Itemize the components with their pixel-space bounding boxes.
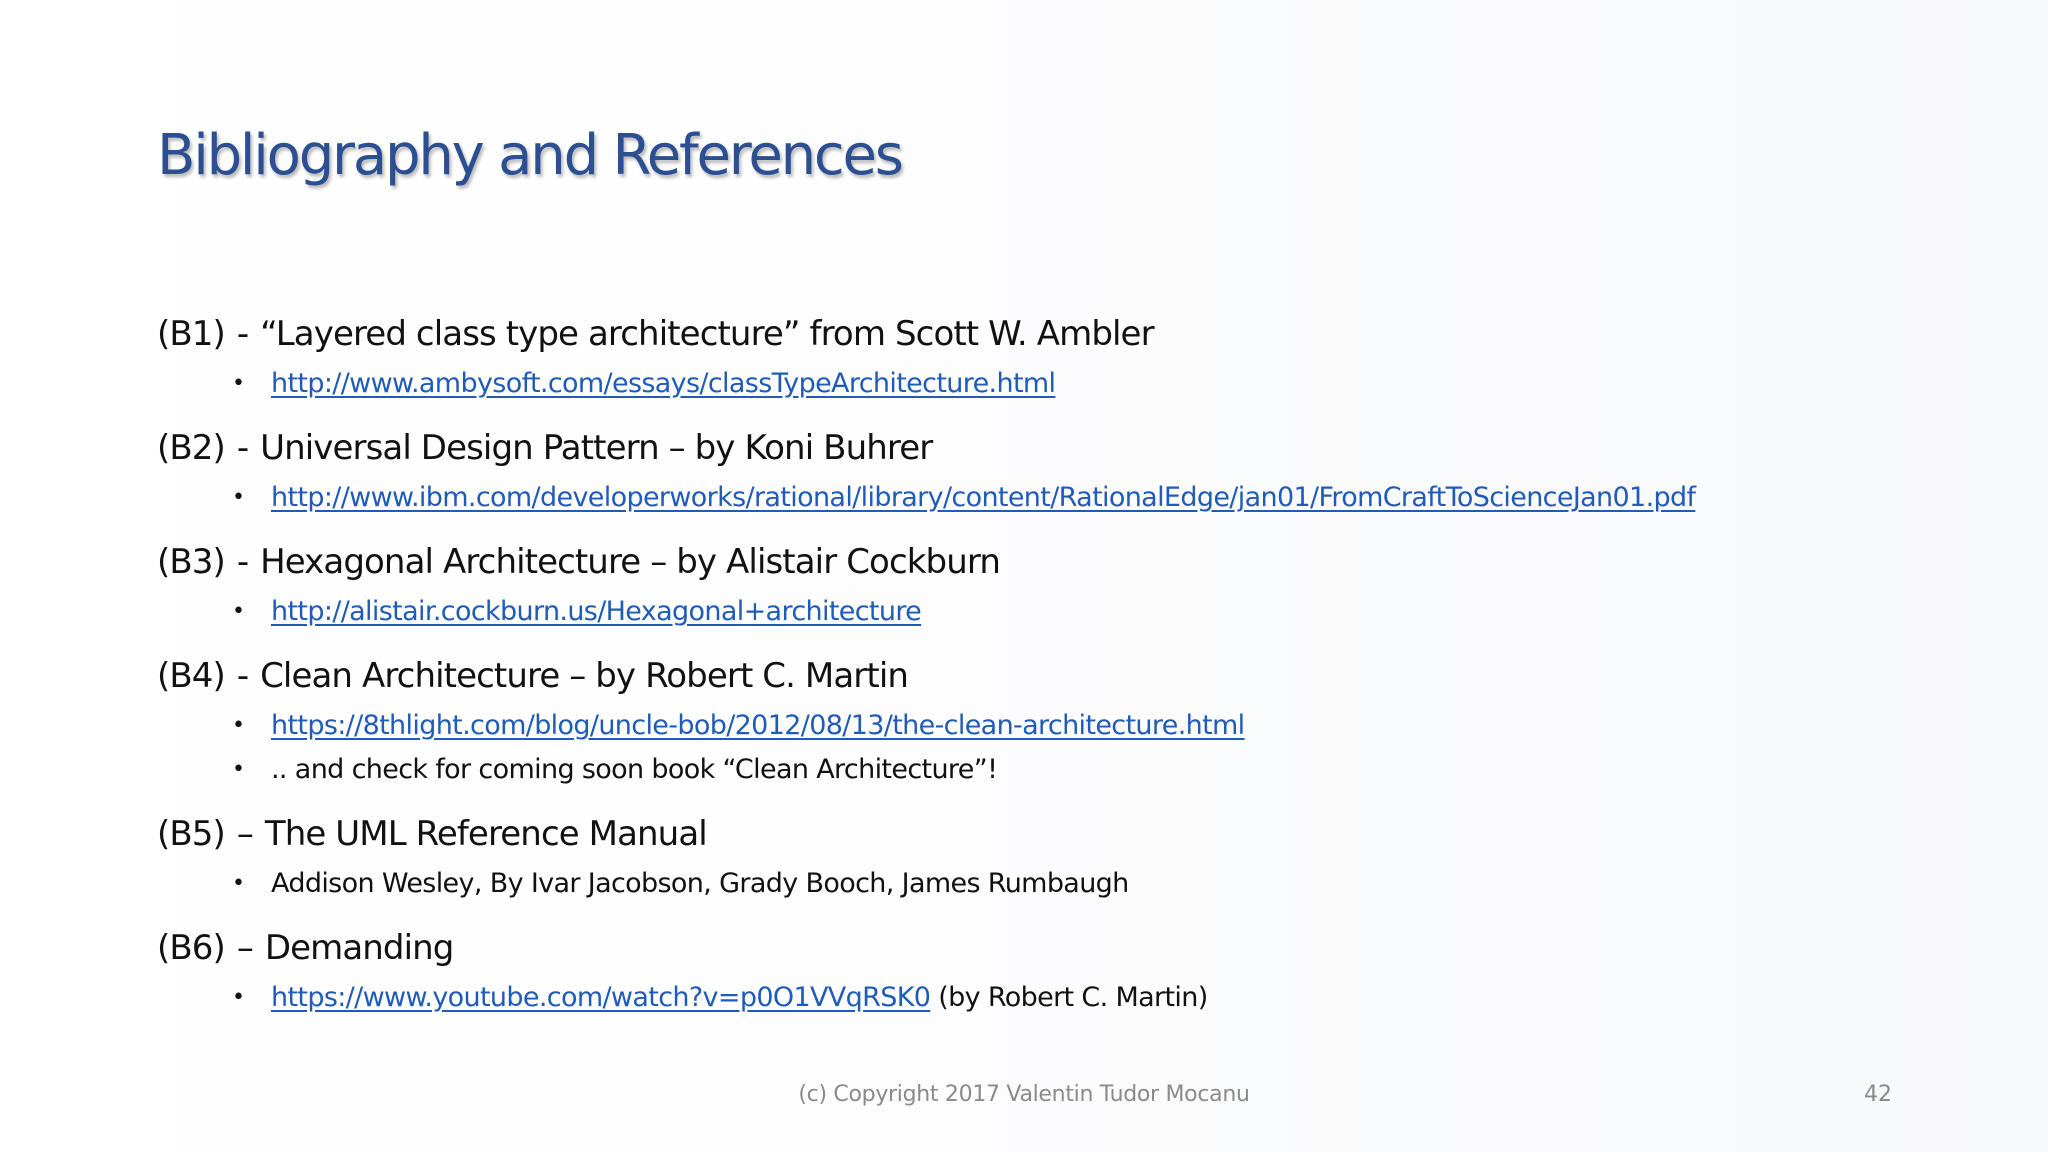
footer-copyright: (c) Copyright 2017 Valentin Tudor Mocanu xyxy=(798,1082,1250,1107)
reference-code: (B3) xyxy=(157,542,225,582)
reference-items xyxy=(157,862,1957,906)
reference-title: “Layered class type architecture” from Scott W. Ambler xyxy=(260,314,1154,354)
reference-separator: - xyxy=(236,656,259,696)
reference-heading xyxy=(157,534,1957,590)
list-item xyxy=(157,362,1957,406)
reference-separator: - xyxy=(236,314,259,354)
page-number: 42 xyxy=(1864,1082,1892,1107)
reference-separator: - xyxy=(236,542,259,582)
reference-items xyxy=(157,590,1957,634)
bullet-icon: • xyxy=(232,713,245,738)
reference-separator: – xyxy=(236,928,263,968)
bullet-icon: • xyxy=(232,871,245,896)
reference-items xyxy=(157,362,1957,406)
reference-heading xyxy=(157,420,1957,476)
reference-heading xyxy=(157,306,1957,362)
reference-note: .. and check for coming soon book “Clean Architecture”! xyxy=(271,754,998,785)
reference-code: (B4) xyxy=(157,656,225,696)
reference-heading xyxy=(157,920,1957,976)
reference-link[interactable]: https://www.youtube.com/watch?v=p0O1VVqRSK0 xyxy=(271,982,931,1013)
list-item xyxy=(157,704,1957,748)
slide-title: Bibliography and References xyxy=(157,123,902,188)
reference-code: (B2) xyxy=(157,428,225,468)
reference-items xyxy=(157,476,1957,520)
list-item xyxy=(157,748,1957,792)
reference-b3 xyxy=(157,534,1957,634)
bullet-icon: • xyxy=(232,757,245,782)
bullet-icon: • xyxy=(232,985,245,1010)
reference-heading xyxy=(157,648,1957,704)
reference-title: Hexagonal Architecture – by Alistair Cockburn xyxy=(260,542,1000,582)
reference-heading xyxy=(157,806,1957,862)
reference-link[interactable]: http://alistair.cockburn.us/Hexagonal+architecture xyxy=(271,596,922,627)
bullet-icon: • xyxy=(232,371,245,396)
reference-list xyxy=(157,306,1957,1034)
bullet-icon: • xyxy=(232,485,245,510)
bullet-icon: • xyxy=(232,599,245,624)
list-item xyxy=(157,976,1957,1020)
list-item xyxy=(157,590,1957,634)
reference-items xyxy=(157,976,1957,1020)
reference-note: Addison Wesley, By Ivar Jacobson, Grady Booch, James Rumbaugh xyxy=(271,868,1129,899)
reference-items xyxy=(157,704,1957,792)
reference-code: (B5) xyxy=(157,814,225,854)
reference-b4 xyxy=(157,648,1957,792)
reference-b1 xyxy=(157,306,1957,406)
list-item xyxy=(157,862,1957,906)
reference-b2 xyxy=(157,420,1957,520)
list-item xyxy=(157,476,1957,520)
reference-separator: – xyxy=(236,814,263,854)
reference-link[interactable]: https://8thlight.com/blog/uncle-bob/2012/08/13/the-clean-architecture.html xyxy=(271,710,1245,741)
reference-code: (B6) xyxy=(157,928,225,968)
reference-code: (B1) xyxy=(157,314,225,354)
reference-link[interactable]: http://www.ibm.com/developerworks/rational/library/content/RationalEdge/jan01/FromCraftToScienceJan01.pdf xyxy=(271,482,1696,513)
reference-link[interactable]: http://www.ambysoft.com/essays/classTypeArchitecture.html xyxy=(271,368,1056,399)
reference-title: Clean Architecture – by Robert C. Martin xyxy=(260,656,909,696)
reference-b6 xyxy=(157,920,1957,1020)
reference-separator: - xyxy=(236,428,259,468)
reference-title: The UML Reference Manual xyxy=(264,814,707,854)
reference-title: Demanding xyxy=(264,928,454,968)
reference-note: (by Robert C. Martin) xyxy=(930,982,1208,1013)
reference-b5 xyxy=(157,806,1957,906)
reference-title: Universal Design Pattern – by Koni Buhrer xyxy=(260,428,933,468)
